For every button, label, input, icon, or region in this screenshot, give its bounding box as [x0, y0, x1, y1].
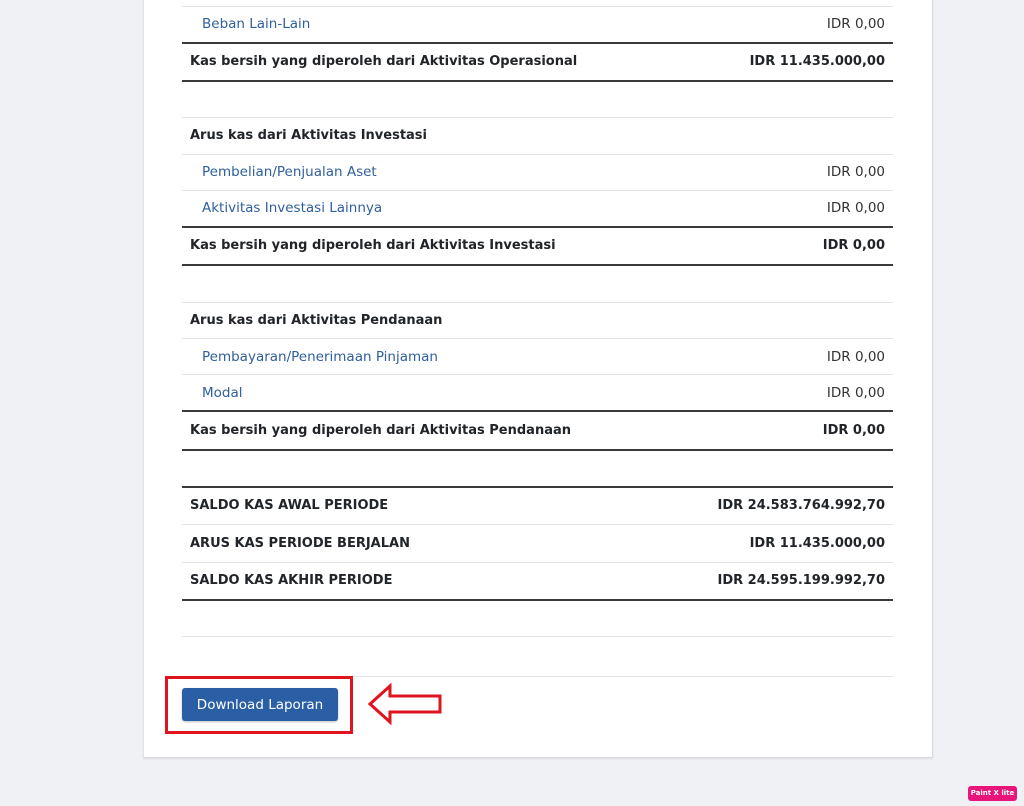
item-value: IDR 0,00	[826, 164, 885, 180]
divider	[182, 524, 893, 525]
divider	[182, 636, 893, 637]
total-divider	[182, 410, 893, 412]
summary-label: SALDO KAS AKHIR PERIODE	[190, 573, 393, 588]
total-value: IDR 11.435.000,00	[749, 54, 885, 69]
summary-value: IDR 24.595.199.992,70	[717, 573, 885, 588]
report-card	[143, 0, 933, 758]
summary-label: SALDO KAS AWAL PERIODE	[190, 498, 389, 513]
item-label[interactable]: Beban Lain-Lain	[202, 16, 311, 32]
summary-label: ARUS KAS PERIODE BERJALAN	[190, 536, 410, 551]
item-label[interactable]: Aktivitas Investasi Lainnya	[202, 200, 383, 216]
total-divider	[182, 599, 893, 601]
total-divider	[182, 80, 893, 82]
section-heading: Arus kas dari Aktivitas Pendanaan	[190, 313, 443, 328]
item-value: IDR 0,00	[826, 349, 885, 365]
total-divider	[182, 226, 893, 228]
divider	[182, 6, 893, 7]
download-report-button[interactable]: Download Laporan	[182, 688, 338, 721]
total-label: Kas bersih yang diperoleh dari Aktivitas Investasi	[190, 238, 556, 253]
divider	[182, 562, 893, 563]
watermark-badge: Paint X lite	[968, 786, 1017, 801]
divider	[182, 374, 893, 375]
total-divider	[182, 42, 893, 44]
total-label: Kas bersih yang diperoleh dari Aktivitas Pendanaan	[190, 423, 571, 438]
summary-value: IDR 11.435.000,00	[749, 536, 885, 551]
summary-value: IDR 24.583.764.992,70	[717, 498, 885, 513]
divider	[182, 117, 893, 118]
item-value: IDR 0,00	[826, 16, 885, 32]
item-value: IDR 0,00	[826, 200, 885, 216]
item-label[interactable]: Pembayaran/Penerimaan Pinjaman	[202, 349, 438, 365]
total-divider	[182, 486, 893, 488]
total-value: IDR 0,00	[822, 423, 885, 438]
total-divider	[182, 264, 893, 266]
section-heading: Arus kas dari Aktivitas Investasi	[190, 128, 428, 143]
left-arrow-icon	[366, 683, 446, 725]
divider	[182, 190, 893, 191]
total-value: IDR 0,00	[822, 238, 885, 253]
item-label[interactable]: Pembelian/Penjualan Aset	[202, 164, 377, 180]
annotation-highlight-box	[165, 676, 353, 734]
divider	[182, 154, 893, 155]
total-label: Kas bersih yang diperoleh dari Aktivitas Operasional	[190, 54, 578, 69]
divider	[182, 302, 893, 303]
total-divider	[182, 449, 893, 451]
item-label[interactable]: Modal	[202, 385, 243, 401]
item-value: IDR 0,00	[826, 385, 885, 401]
divider	[182, 338, 893, 339]
